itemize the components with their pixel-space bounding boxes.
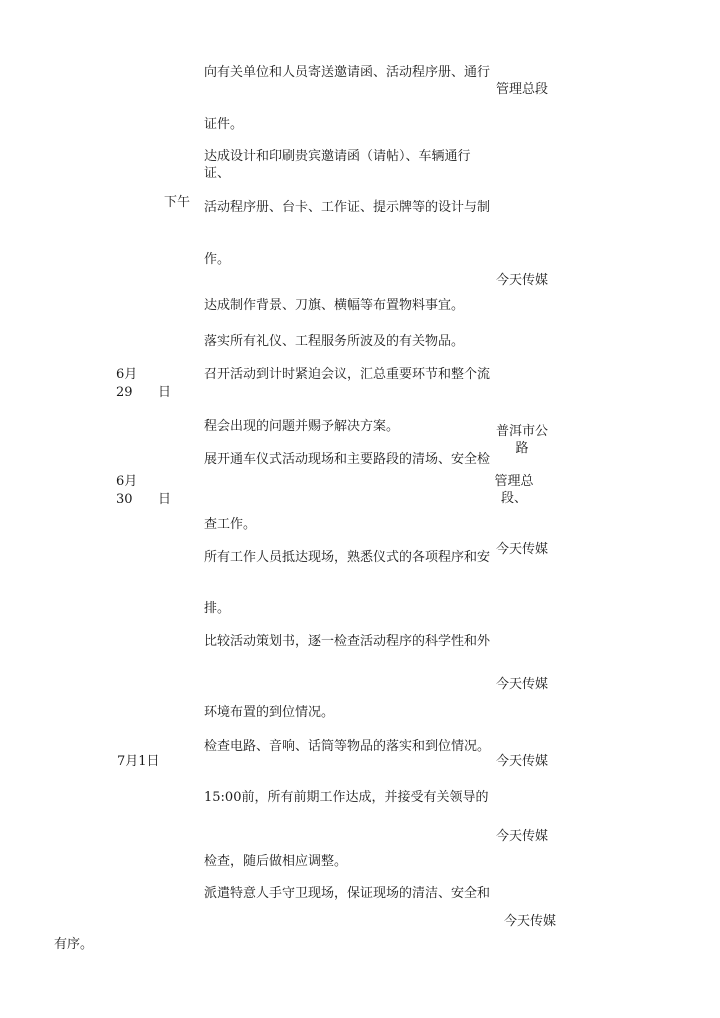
responsible-2: 今天传媒 [495, 273, 548, 288]
task-line-13: 排。 [204, 601, 231, 616]
task-line-5: 作。 [204, 252, 231, 267]
task-line-17: 15:00前，所有前期工作达成，并接受有关领导的 [204, 790, 489, 805]
date-jun29-unit: 日 [158, 385, 172, 400]
responsible-4: 管理总段、 [494, 474, 534, 506]
responsible-3: 普洱市公路 [495, 424, 548, 456]
task-line-8: 召开活动到计时紧迫会议，汇总重要环节和整个流 [204, 367, 491, 382]
task-line-11: 查工作。 [204, 517, 257, 532]
responsible-5: 今天传媒 [495, 542, 548, 557]
task-line-3: 达成设计和印刷贵宾邀请函（请帖）、车辆通行证、 [204, 149, 471, 181]
task-line-14: 比较活动策划书，逐一检查活动程序的科学性和外 [204, 634, 491, 649]
responsible-1: 管理总段 [495, 82, 548, 97]
responsible-8: 今天传媒 [495, 829, 548, 844]
task-line-1: 向有关单位和人员寄送邀请函、活动程序册、通行 [204, 65, 491, 80]
date-jun30-day: 30 [116, 492, 133, 507]
task-line-12: 所有工作人员抵达现场，熟悉仪式的各项程序和安 [204, 550, 491, 565]
task-line-19: 派遣特意人手守卫现场，保证现场的清洁、安全和 [204, 886, 491, 901]
responsible-6: 今天传媒 [495, 677, 548, 692]
task-line-2: 证件。 [204, 117, 244, 132]
responsible-7: 今天传媒 [495, 754, 548, 769]
task-line-4: 活动程序册、台卡、工作证、提示牌等的设计与制 [204, 200, 491, 215]
period-afternoon: 下午 [164, 195, 191, 210]
date-jul1: 7月1日 [117, 754, 160, 769]
date-jun30-unit: 日 [158, 492, 172, 507]
task-line-18: 检查，随后做相应调整。 [204, 854, 348, 869]
task-line-16: 检查电路、音响、话筒等物品的落实和到位情况。 [204, 739, 491, 754]
task-line-10: 展开通车仪式活动现场和主要路段的清场、安全检 [204, 452, 491, 467]
trailing-text: 有序。 [54, 937, 94, 952]
responsible-9: 今天传媒 [503, 914, 556, 929]
task-line-15: 环境布置的到位情况。 [204, 705, 335, 720]
date-jun30-month: 6月 [116, 474, 138, 489]
date-jun29-month: 6月 [116, 367, 138, 382]
task-line-7: 落实所有礼仪、工程服务所波及的有关物品。 [204, 334, 465, 349]
task-line-6: 达成制作背景、刀旗、横幅等布置物料事宜。 [204, 298, 465, 313]
task-line-9: 程会出现的问题并赐予解决方案。 [204, 419, 400, 434]
date-jun29-day: 29 [116, 385, 133, 400]
